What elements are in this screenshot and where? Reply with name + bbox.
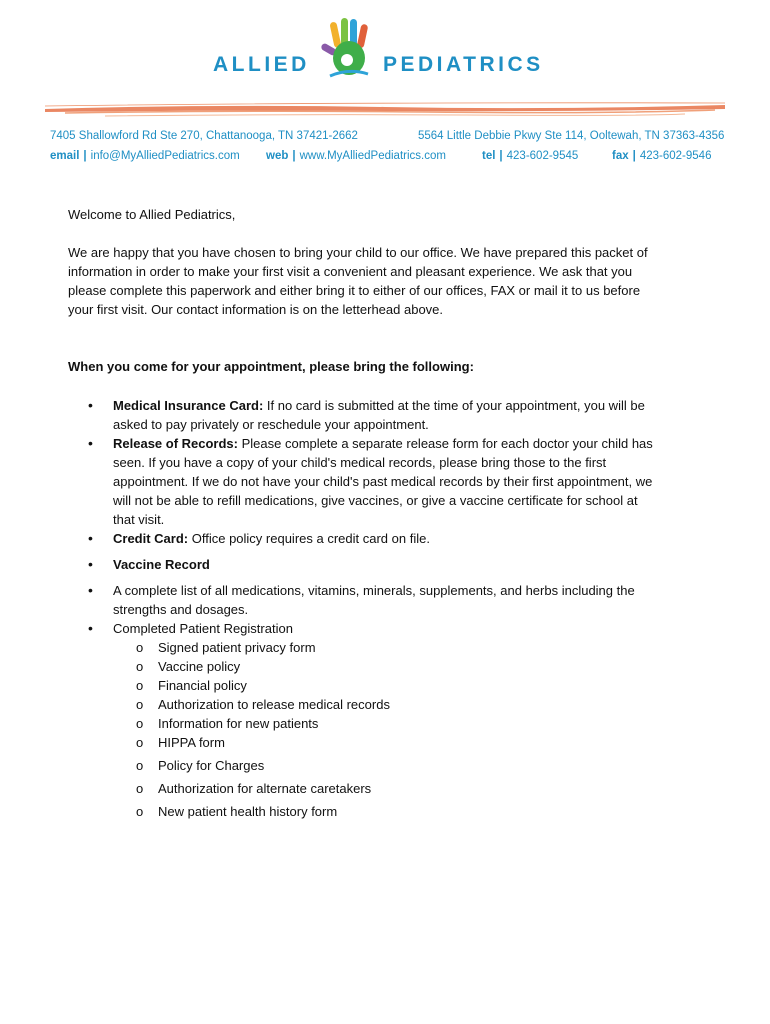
- email-label: email: [50, 150, 80, 162]
- fax-label: fax: [612, 150, 629, 162]
- handprint-logo-icon: [318, 16, 380, 82]
- letterhead-divider-stripe: [45, 101, 725, 119]
- sub-list-item: o Policy for Charges: [113, 756, 658, 775]
- item-text: A complete list of all medications, vitamins, minerals, supplements, and herbs including the strengths and dosages.: [113, 583, 635, 617]
- brand-name-right: PEDIATRICS: [383, 53, 544, 76]
- sub-list-item: o Financial policy: [113, 676, 658, 695]
- sub-list-item: o Signed patient privacy form: [113, 638, 658, 657]
- list-item: [68, 581, 658, 619]
- tel-value: 423-602-9545: [506, 150, 579, 162]
- separator: |: [292, 150, 296, 162]
- web-label: web: [266, 150, 289, 162]
- list-item: [68, 555, 658, 574]
- tel-label: tel: [482, 150, 496, 162]
- bring-list-heading: When you come for your appointment, please bring the following:: [68, 359, 474, 374]
- sub-list-item: o HIPPA form: [113, 733, 658, 752]
- item-text: If no card is submitted at the time of your appointment, you will be asked to pay privately or reschedule your appointment.: [113, 398, 645, 432]
- list-item: [68, 529, 658, 548]
- greeting: Welcome to Allied Pediatrics,: [68, 207, 236, 222]
- list-item: [68, 434, 658, 529]
- email-contact: [50, 150, 240, 162]
- registration-forms-list: [113, 638, 658, 821]
- sub-list-item: o New patient health history form: [113, 802, 658, 821]
- email-value[interactable]: info@MyAlliedPediatrics.com: [90, 150, 240, 162]
- brand-name-left: ALLIED: [213, 53, 310, 76]
- intro-paragraph: We are happy that you have chosen to bring your child to our office. We have prepared this packet of information in order to make your first visit a convenient and pleasant experience. We ask that you please complete this paperwork and either bring it to either of our offices, FAX or mail it to us before your first visit. Our contact information is on the letterhead above.: [68, 245, 648, 317]
- tel-contact: [482, 150, 578, 162]
- web-contact: [266, 150, 446, 162]
- address-chattanooga: 7405 Shallowford Rd Ste 270, Chattanooga, TN 37421-2662: [50, 130, 358, 142]
- separator: |: [83, 150, 87, 162]
- item-title: Credit Card:: [113, 531, 189, 546]
- separator: |: [632, 150, 636, 162]
- item-text: Office policy requires a credit card on file.: [188, 531, 430, 546]
- fax-value: 423-602-9546: [639, 150, 712, 162]
- fax-contact: [612, 150, 711, 162]
- list-item: [68, 396, 658, 434]
- web-value[interactable]: www.MyAlliedPediatrics.com: [299, 150, 446, 162]
- bring-items-list: [68, 396, 658, 821]
- item-title: Medical Insurance Card:: [113, 398, 264, 413]
- list-item: [68, 619, 658, 821]
- sub-list-item: o Authorization for alternate caretakers: [113, 779, 658, 798]
- item-text: Please complete a separate release form for each doctor your child has seen. If you have a copy of your child's medical records, please bring those to the first appointment. If we do not have your child's past medical records by their first appointment, we will not be able to refill medications, give vaccines, or give a vaccine certificate for school at that visit.: [113, 436, 653, 527]
- item-text: Completed Patient Registration: [113, 621, 293, 636]
- sub-list-item: o Authorization to release medical records: [113, 695, 658, 714]
- separator: |: [499, 150, 503, 162]
- address-ooltewah: 5564 Little Debbie Pkwy Ste 114, Ooltewah, TN 37363-4356: [418, 130, 725, 142]
- sub-list-item: o Vaccine policy: [113, 657, 658, 676]
- letterhead: [0, 0, 770, 175]
- sub-list-item: o Information for new patients: [113, 714, 658, 733]
- item-title: Release of Records:: [113, 436, 238, 451]
- item-title: Vaccine Record: [113, 557, 210, 572]
